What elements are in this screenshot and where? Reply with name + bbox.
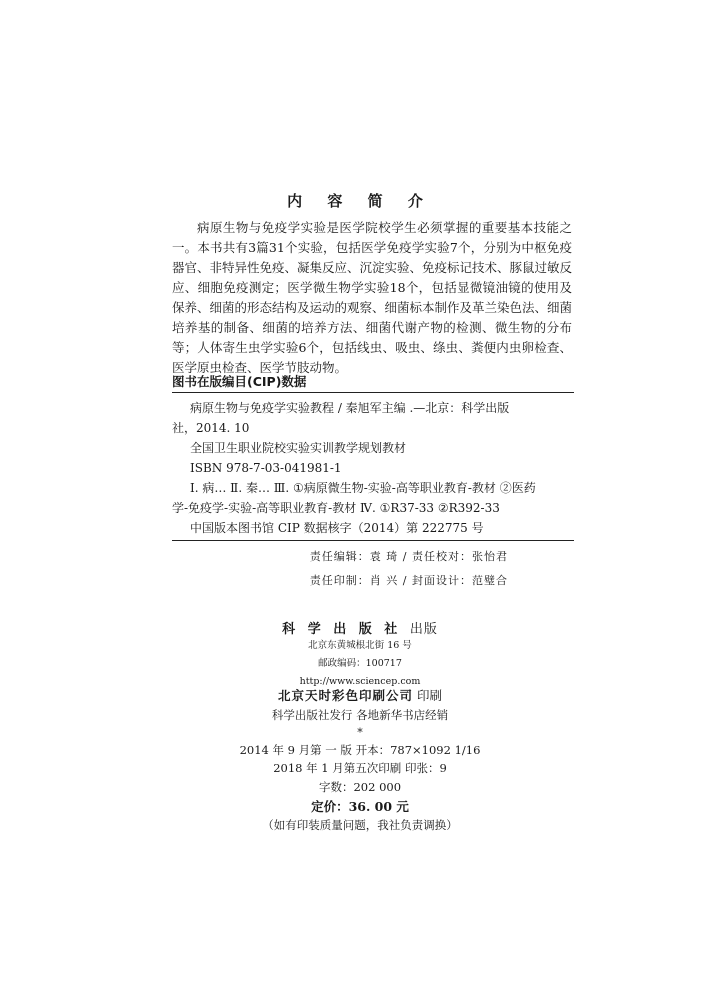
printer-suffix: 印刷 (416, 688, 442, 703)
publisher-address: 北京东黄城根北街 16 号 (308, 640, 412, 651)
summary-title: 内 容 简 介 (287, 192, 433, 210)
cip-heading: 图书在版编目(CIP)数据 (172, 374, 307, 389)
cip-entry-isbn: ISBN 978-7-03-041981-1 (190, 461, 342, 475)
distribution-line: 科学出版社发行 各地新华书店经销 (271, 708, 449, 722)
cip-top-rule (172, 392, 574, 393)
publisher-postcode: 邮政编码：100717 (318, 658, 402, 669)
edition-line: 2014 年 9 月第 一 版 开本：787×1092 1/16 (239, 743, 481, 757)
publisher-suffix: 出版 (409, 622, 438, 637)
printer-line (0, 686, 720, 704)
cip-entry-classification: 学-免疫学-实验-高等职业教育-教材 Ⅳ. ①R37-33 ②R392-33 (172, 501, 500, 515)
cip-entry-series: 全国卫生职业院校实验实训教学规划教材 (190, 441, 407, 455)
staff-production: 责任印制：肖 兴 / 封面设计：范璧合 (309, 574, 508, 587)
quality-note: （如有印装质量问题，我社负责调换） (262, 818, 458, 832)
staff-editors: 责任编辑：袁 琦 / 责任校对：张怡君 (309, 550, 508, 563)
cip-entry-subjects: Ⅰ. 病… Ⅱ. 秦… Ⅲ. ①病原微生物-实验-高等职业教育-教材 ②医药 (190, 481, 536, 495)
publisher-website: http://www.sciencep.com (299, 676, 421, 687)
summary-text-block (172, 218, 572, 378)
cip-data-block (172, 398, 572, 538)
price: 定价：36. 00 元 (311, 799, 409, 814)
publisher-line (0, 618, 720, 637)
cip-bottom-rule (172, 540, 574, 541)
printer-name: 北京天时彩色印刷公司 (277, 688, 413, 703)
publisher-name: 科 学 出 版 社 (282, 622, 402, 637)
summary-paragraph: 病原生物与免疫学实验是医学院校学生必须掌握的重要基本技能之一。本书共有3篇31个实验，包括医学免疫学实验7个，分别为中枢免疫器官、非特异性免疫、凝集反应、沉淀实验、免疫标记技术、豚鼠过敏反应、细胞免疫测定；医学微生物学实验18个，包括显微镜油镜的使用及保养、细菌的形态结构及运动的观察、细菌标本制作及革兰染色法、细菌培养基的制备、细菌的培养方法、细菌代谢产物的检测、微生物的分布等；人体寄生虫学实验6个，包括线虫、吸虫、绦虫、粪便内虫卵检查、医学原虫检查、医学节肢动物。 (172, 220, 573, 375)
cip-entry-title: 病原生物与免疫学实验教程 / 秦旭军主编 .—北京：科学出版 (190, 401, 510, 415)
cip-entry-publisher-date: 社，2014. 10 (172, 421, 250, 435)
printing-line: 2018 年 1 月第五次印刷 印张：9 (273, 761, 447, 775)
cip-catalog-number: 中国版本图书馆 CIP 数据核字（2014）第 222775 号 (190, 521, 484, 535)
word-count: 字数：202 000 (318, 780, 402, 794)
separator-star: * (357, 726, 363, 739)
